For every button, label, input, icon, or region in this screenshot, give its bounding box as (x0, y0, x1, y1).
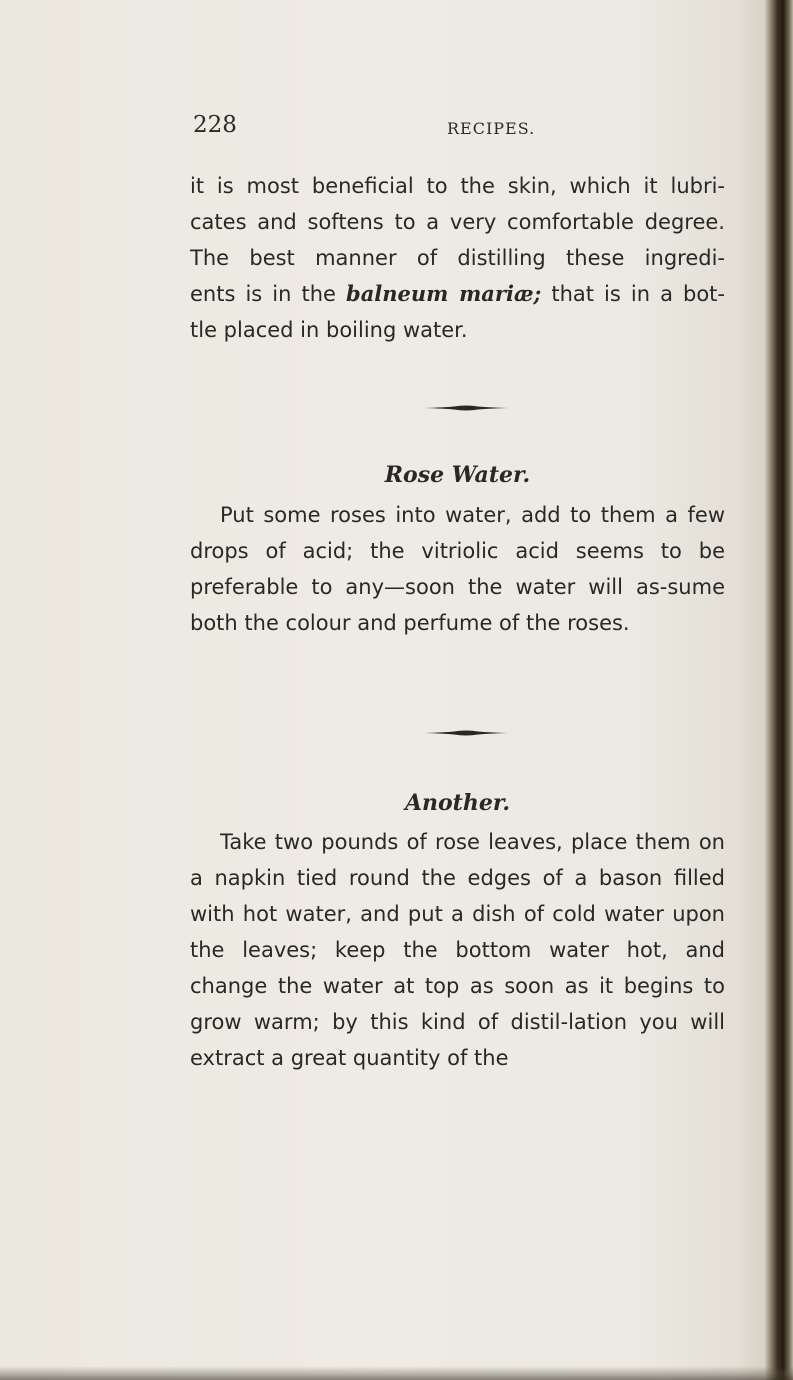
intro-line-3: The best manner of distilling these ingredi- (190, 246, 725, 270)
rose-water-recipe (190, 497, 725, 641)
page-header (193, 112, 723, 148)
intro-line-5: tle placed in boiling water. (190, 318, 468, 342)
intro-line-2: cates and softens to a very comfortable degree. (190, 210, 725, 234)
page-number: 228 (193, 112, 237, 138)
another-text: Take two pounds of rose leaves, place them on a napkin tied round the edges of a bason filled with hot water, and put a dish of cold water upon the leaves; keep the bottom water hot, and change the water at top as soon as it begins to grow warm; by this kind of distil-lation you will extract a great quantity of the (190, 830, 725, 1070)
another-title: Another. (404, 790, 511, 816)
section-divider-2 (424, 729, 508, 737)
rose-water-title: Rose Water. (384, 462, 531, 488)
intro-line-4 (190, 276, 725, 312)
book-binding-shadow (765, 0, 793, 1380)
another-recipe (190, 824, 725, 1076)
intro-line-4-end: that is in a bot- (541, 282, 725, 306)
intro-italic-term: balneum mariæ; (346, 281, 542, 306)
intro-line-1: it is most beneficial to the skin, which it lubri- (190, 174, 725, 198)
running-head: RECIPES. (447, 119, 536, 138)
rose-water-text: Put some roses into water, add to them a few drops of acid; the vitriolic acid seems to be preferable to any—soon the water will as-sume both the colour and perfume of the roses. (190, 503, 725, 635)
page-bottom-edge (0, 1366, 793, 1380)
intro-line-4-start: ents is in the (190, 282, 347, 306)
section-divider-1 (424, 404, 508, 412)
